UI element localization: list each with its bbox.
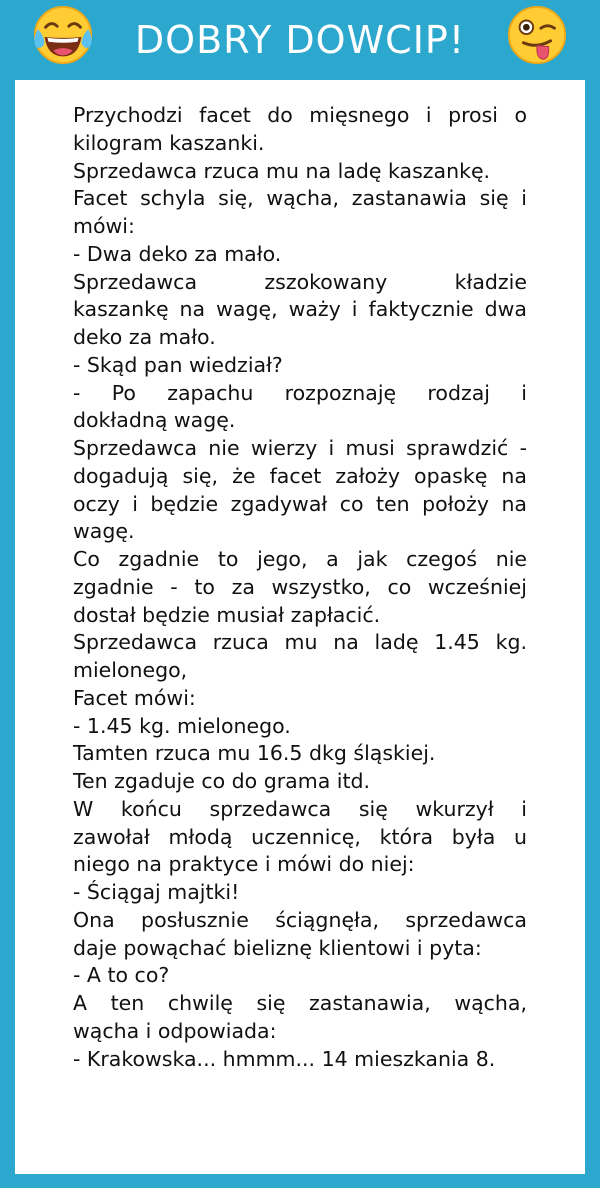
joke-panel bbox=[15, 80, 585, 1174]
joke-line: - Ściągaj majtki! bbox=[73, 880, 240, 904]
joke-line: - 1.45 kg. mielonego. bbox=[73, 713, 291, 738]
joke-line: - Po zapachu rozpoznaję rodzaj i bbox=[73, 380, 527, 405]
joke-line: - Krakowska... hmmm... 14 mieszkania 8. bbox=[73, 1046, 496, 1071]
joke-line: Przychodzi facet do mięsnego i prosi o bbox=[73, 103, 527, 127]
joke-line: Facet schyla się, wącha, zastanawia się i bbox=[73, 186, 527, 211]
joke-line: W końcu sprzedawca się wkurzył i bbox=[73, 796, 527, 821]
joke-line: niego na praktyce i mówi do niej: bbox=[73, 852, 415, 877]
joke-line: kilogram kaszanki. bbox=[73, 130, 265, 155]
joke-line: oczy i będzie zgadywał co ten położy na bbox=[73, 491, 527, 516]
joke-text bbox=[73, 102, 527, 1073]
joke-line: zgadnie - to za wszystko, co wcześniej bbox=[73, 574, 527, 599]
joke-line: dogadują się, że facet założy opaskę na bbox=[73, 463, 527, 488]
joke-line: Sprzedawca zszokowany kładzie bbox=[73, 269, 527, 294]
joke-line: kaszankę na wagę, waży i faktycznie dwa bbox=[73, 297, 527, 322]
joke-line: wącha i odpowiada: bbox=[73, 1018, 277, 1043]
joke-line: - A to co? bbox=[73, 963, 170, 988]
joke-line: Ten zgaduje co do grama itd. bbox=[73, 769, 371, 793]
joke-line: dokładną wagę. bbox=[73, 408, 236, 433]
joke-line: mówi: bbox=[73, 214, 135, 238]
joke-line: Facet mówi: bbox=[73, 685, 196, 710]
winking-tongue-emoji-icon bbox=[506, 4, 568, 66]
joke-line: Sprzedawca rzuca mu na ladę kaszankę. bbox=[73, 158, 491, 183]
joke-line: A ten chwilę się zastanawia, wącha, bbox=[73, 991, 527, 1015]
joke-line: deko za mało. bbox=[73, 325, 216, 349]
joke-line: daje powąchać bieliznę klientowi i pyta: bbox=[73, 935, 482, 960]
page-title: DOBRY DOWCIP! bbox=[134, 18, 466, 62]
joke-line: Sprzedawca rzuca mu na ladę 1.45 kg. bbox=[73, 630, 527, 655]
joke-line: Sprzedawca nie wierzy i musi sprawdzić - bbox=[73, 436, 527, 460]
joke-line: Ona posłusznie ściągnęła, sprzedawca bbox=[73, 907, 527, 932]
header-banner bbox=[0, 0, 600, 80]
joke-line: wagę. bbox=[73, 519, 135, 544]
joke-line: - Skąd pan wiedział? bbox=[73, 352, 283, 377]
joke-line: dostał będzie musiał zapłacić. bbox=[73, 602, 381, 627]
joke-line: mielonego, bbox=[73, 658, 188, 682]
joke-line: zawołał młodą uczennicę, która była u bbox=[73, 824, 527, 849]
joke-line: Tamten rzuca mu 16.5 dkg śląskiej. bbox=[73, 741, 436, 766]
joke-line: Co zgadnie to jego, a jak czegoś nie bbox=[73, 547, 527, 571]
joke-line: - Dwa deko za mało. bbox=[73, 241, 282, 266]
